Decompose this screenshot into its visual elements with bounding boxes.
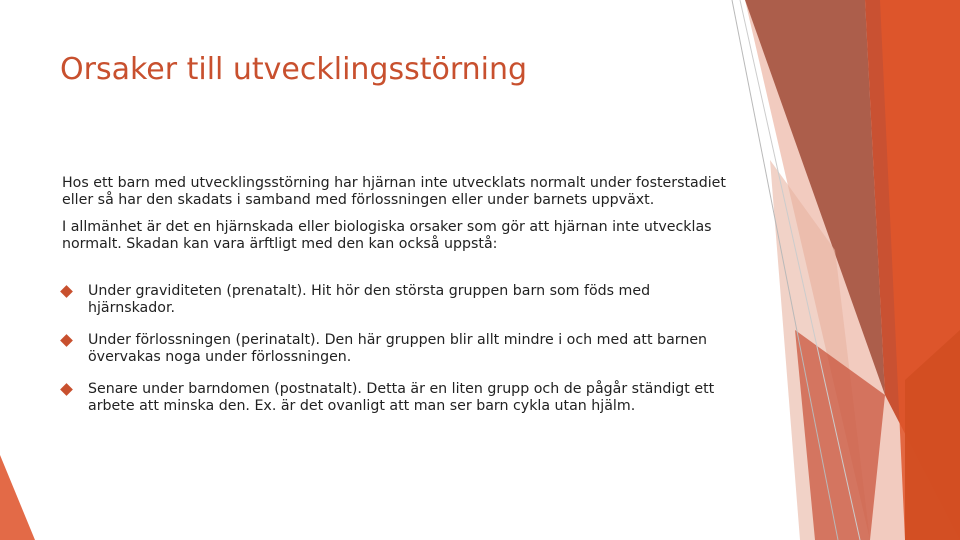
- bullet-text: Under graviditeten (prenatalt). Hit hör den största gruppen barn som föds med hjärnskador.: [88, 283, 651, 316]
- bullet-text: Senare under barndomen (postnatalt). Detta är en liten grupp och de pågår ständigt ett arbete att minska den. Ex. är det ovanligt att man ser barn cykla utan hjälm.: [88, 381, 715, 414]
- cause-paragraph: I allmänhet är det en hjärnskada eller biologiska orsaker som gör att hjärnan inte utvecklas normalt. Skadan kan vara ärftligt med den kan också uppstå:: [62, 219, 712, 252]
- bullet-list: [62, 283, 732, 415]
- bullet-text: Under förlossningen (perinatalt). Den här gruppen blir allt mindre i och med att barnen övervakas noga under förlossningen.: [88, 332, 708, 365]
- slide-body: [62, 175, 732, 430]
- diamond-bullet-icon: [60, 383, 73, 396]
- bullet-item-perinatal: [62, 332, 732, 366]
- diamond-bullet-icon: [60, 334, 73, 347]
- bullet-item-postnatal: [62, 381, 732, 415]
- bullet-item-prenatal: [62, 283, 732, 317]
- intro-paragraph: Hos ett barn med utvecklingsstörning har hjärnan inte utvecklats normalt under fosterstadiet eller så har den skadats i samband med förlossningen eller under barnets uppväxt.: [62, 175, 726, 208]
- slide-title: Orsaker till utvecklingsstörning: [60, 52, 528, 87]
- left-accent-shape: [0, 455, 35, 540]
- diamond-bullet-icon: [60, 285, 73, 298]
